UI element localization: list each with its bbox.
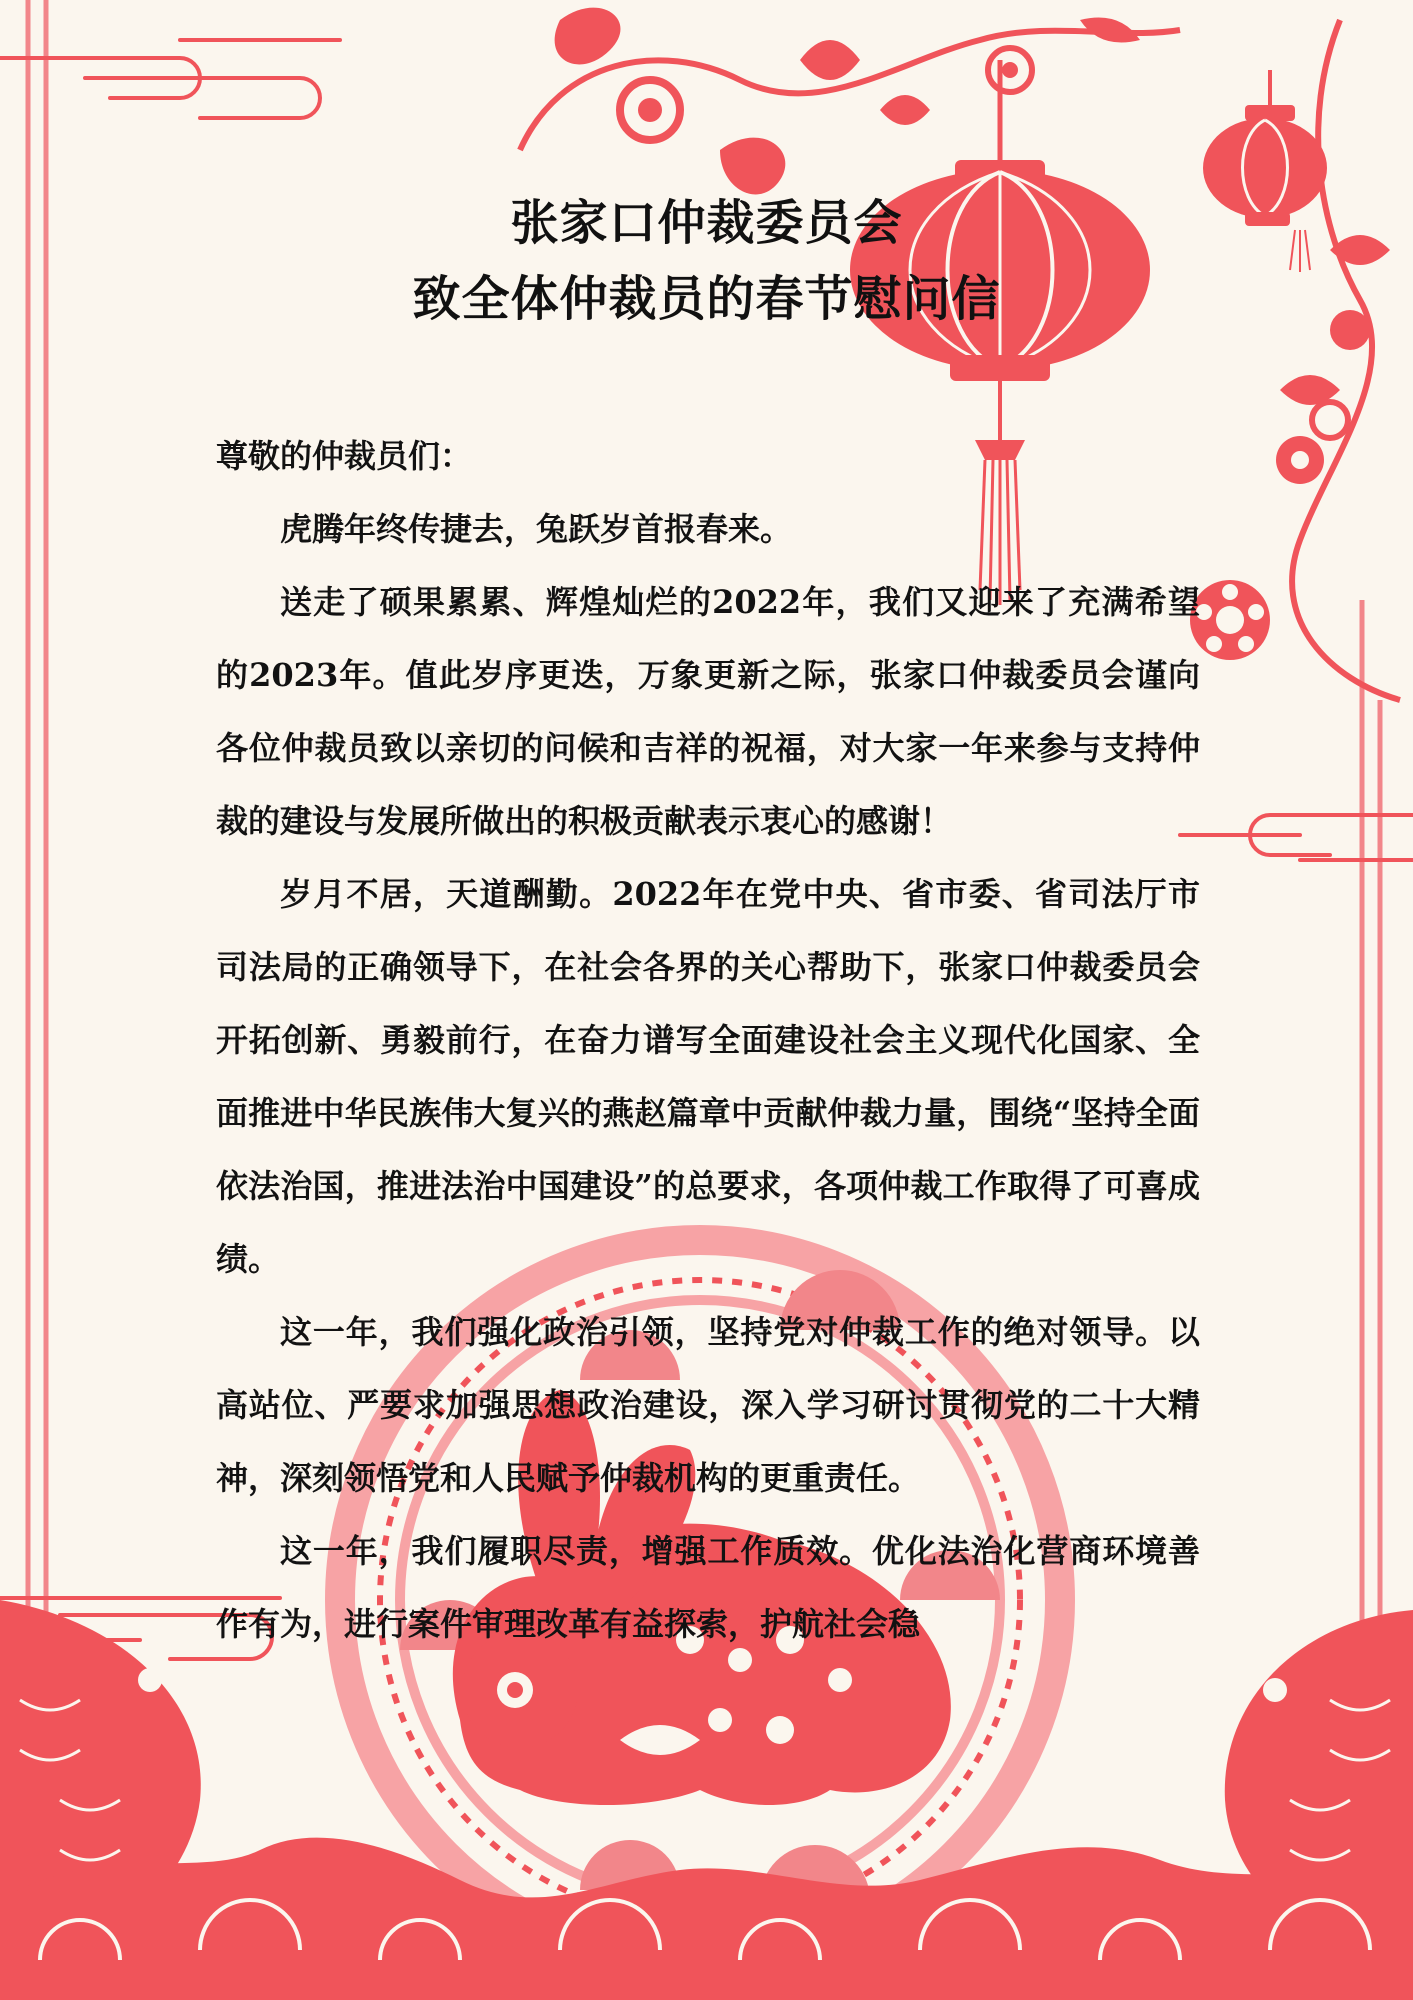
top-vine (520, 8, 1180, 195)
paragraph-3: 岁月不居，天道酬勤。2022年在党中央、省市委、省司法厅市司法局的正确领导下，在社会各界的关心帮助下，张家口仲裁委员会开拓创新、勇毅前行，在奋力谱写全面建设社会主义现代化国家、全面推进中华民族伟大复兴的燕赵篇章中贡献仲裁力量，围绕“坚持全面依法治国，推进法治中国建设”的总要求，各项仲裁工作取得了可喜成绩。 (216, 875, 1200, 1278)
right-vine (1190, 20, 1400, 700)
paragraph-1: 虎腾年终传捷去，兔跃岁首报春来。 (280, 510, 793, 548)
title-line-1: 张家口仲裁委员会 (510, 195, 903, 251)
paragraph-5: 这一年，我们履职尽责，增强工作质效。优化法治化营商环境善作有为，进行案件审理改革有益探索，护航社会稳 (216, 1532, 1200, 1643)
title-line-2: 致全体仲裁员的春节慰问信 (412, 271, 1001, 327)
letter-title (0, 185, 1413, 337)
salutation: 尊敬的仲裁员们： (216, 437, 473, 475)
top-left-cloud-lines (0, 40, 340, 118)
paragraph-2: 送走了硕果累累、辉煌灿烂的2022年，我们又迎来了充满希望的2023年。值此岁序更迭，万象更新之际，张家口仲裁委员会谨向各位仲裁员致以亲切的问候和吉祥的祝福，对大家一年来参与支持仲裁的建设与发展所做出的积极贡献表示衷心的感谢！ (216, 583, 1200, 840)
bottom-waves (0, 1838, 1413, 2000)
paragraph-4: 这一年，我们强化政治引领，坚持党对仲裁工作的绝对领导。以高站位、严要求加强思想政治建设，深入学习研讨贯彻党的二十大精神，深刻领悟党和人民赋予仲裁机构的更重责任。 (216, 1313, 1200, 1497)
letter-body (216, 420, 1200, 1661)
